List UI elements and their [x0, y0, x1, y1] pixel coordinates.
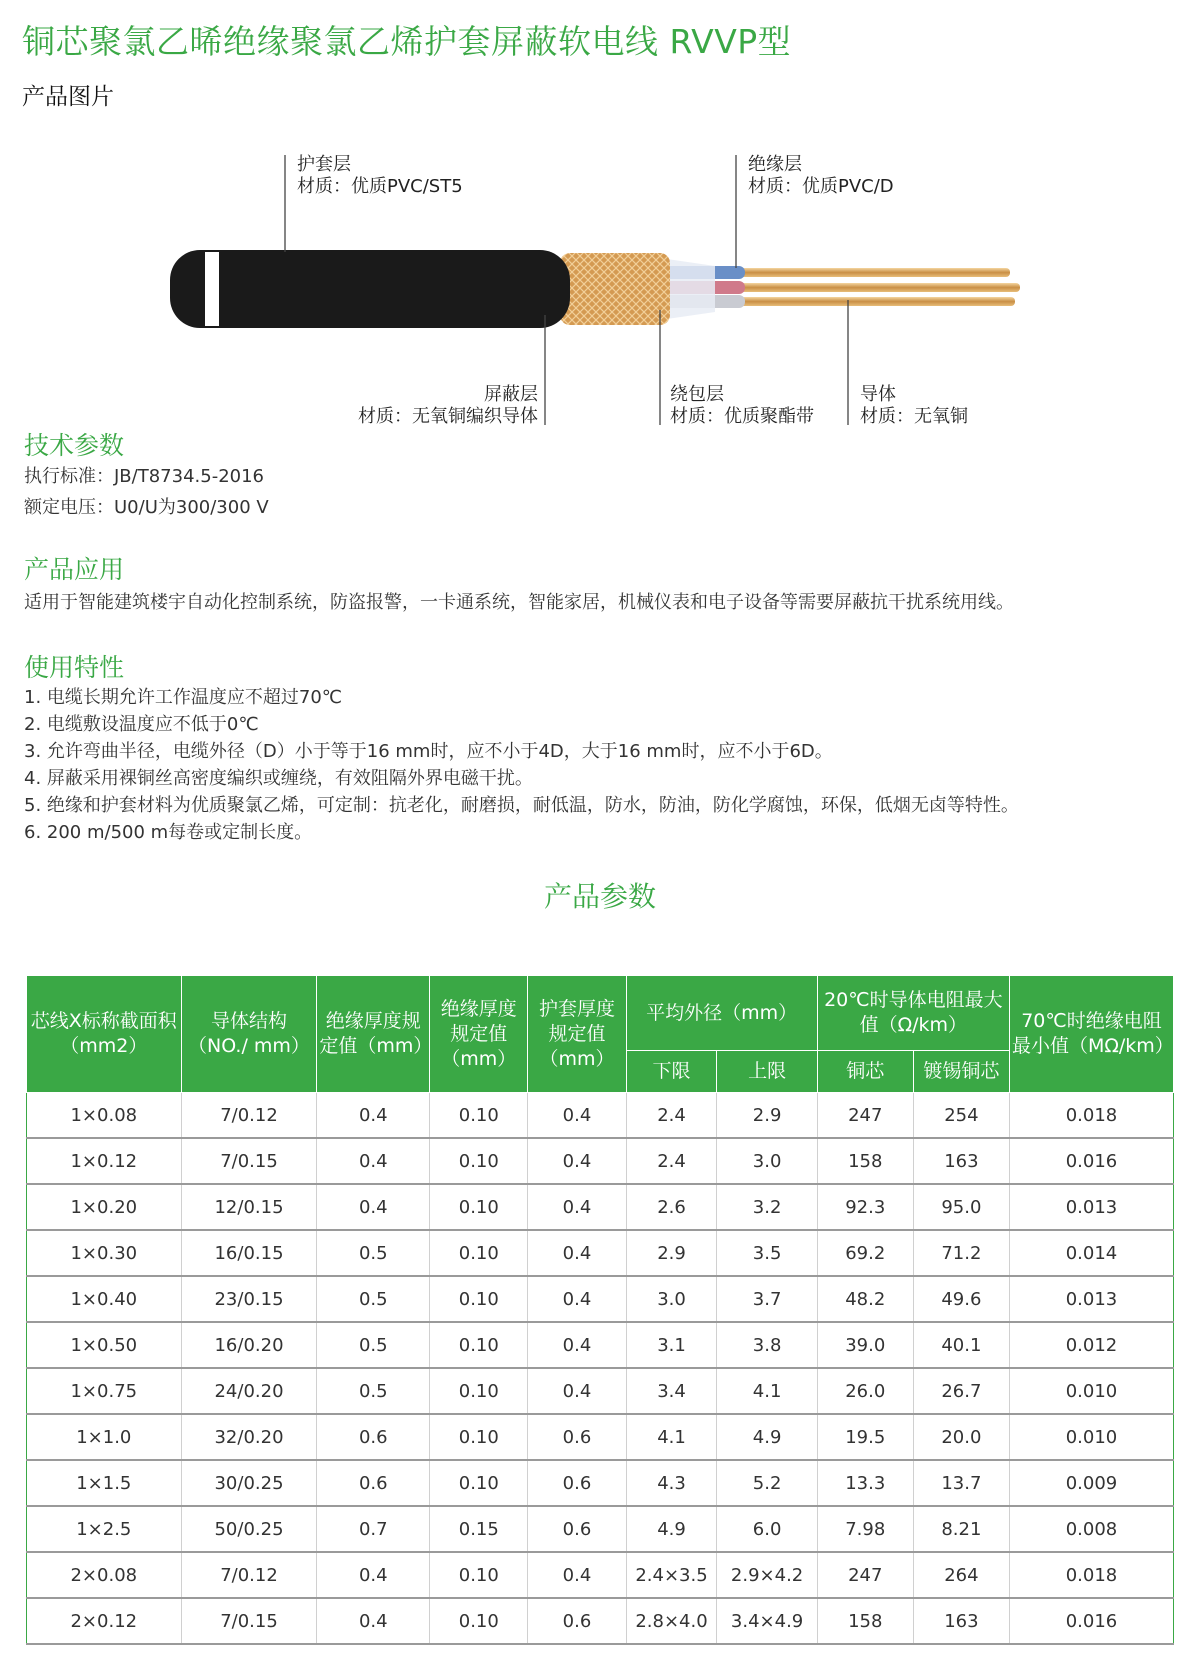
table-cell: 92.3: [817, 1184, 913, 1230]
table-cell: 3.2: [717, 1184, 817, 1230]
table-cell: 0.10: [430, 1552, 528, 1598]
table-cell: 0.6: [528, 1598, 626, 1644]
table-cell: 0.013: [1009, 1184, 1173, 1230]
table-cell: 50/0.25: [181, 1506, 317, 1552]
table-cell: 26.7: [913, 1368, 1009, 1414]
table-cell: 0.4: [528, 1093, 626, 1139]
params-heading: 产品参数: [543, 880, 656, 913]
table-row: [27, 1093, 1174, 1139]
table-cell: 0.016: [1009, 1138, 1173, 1184]
table-cell: 2.9×4.2: [717, 1552, 817, 1598]
table-cell: 2.4: [626, 1093, 717, 1139]
table-cell: 0.5: [317, 1230, 430, 1276]
table-row: [27, 1598, 1174, 1644]
table-row: [27, 1414, 1174, 1460]
table-cell: 163: [913, 1138, 1009, 1184]
table-row: [27, 1552, 1174, 1598]
table-cell: 2.8×4.0: [626, 1598, 717, 1644]
feature-item: 2. 电缆敷设温度应不低于0℃: [24, 714, 259, 735]
table-cell: 0.10: [430, 1598, 528, 1644]
table-cell: 1×0.30: [27, 1230, 182, 1276]
table-cell: 247: [817, 1552, 913, 1598]
table-cell: 3.4: [626, 1368, 717, 1414]
col-header-lower: 下限: [626, 1051, 717, 1093]
table-cell: 3.1: [626, 1322, 717, 1368]
col-header-conductor-structure: 导体结构（NO./ mm）: [181, 976, 317, 1093]
table-cell: 0.4: [317, 1184, 430, 1230]
table-cell: 2.4: [626, 1138, 717, 1184]
table-cell: 32/0.20: [181, 1414, 317, 1460]
table-cell: 39.0: [817, 1322, 913, 1368]
table-cell: 0.10: [430, 1414, 528, 1460]
product-params-table: [26, 975, 1174, 1645]
table-cell: 0.013: [1009, 1276, 1173, 1322]
feature-item: 5. 绝缘和护套材料为优质聚氯乙烯，可定制：抗老化，耐磨损，耐低温，防水，防油，防化学腐蚀，环保，低烟无卤等特性。: [24, 795, 1019, 816]
table-cell: 7.98: [817, 1506, 913, 1552]
table-cell: 6.0: [717, 1506, 817, 1552]
table-cell: 163: [913, 1598, 1009, 1644]
col-header-outer-diameter: 平均外径（mm）: [626, 976, 817, 1051]
table-cell: 13.3: [817, 1460, 913, 1506]
table-cell: 13.7: [913, 1460, 1009, 1506]
table-cell: 2.6: [626, 1184, 717, 1230]
table-cell: 4.3: [626, 1460, 717, 1506]
table-cell: 4.1: [717, 1368, 817, 1414]
table-cell: 40.1: [913, 1322, 1009, 1368]
table-cell: 0.6: [528, 1414, 626, 1460]
table-cell: 0.6: [528, 1460, 626, 1506]
conductor-wire: [720, 297, 1015, 306]
table-cell: 0.4: [528, 1552, 626, 1598]
table-cell: 2.4×3.5: [626, 1552, 717, 1598]
table-cell: 2×0.12: [27, 1598, 182, 1644]
braid-shield: [560, 253, 670, 325]
table-cell: 3.7: [717, 1276, 817, 1322]
table-cell: 1×0.08: [27, 1093, 182, 1139]
col-header-cross-section: 芯线X标称截面积（mm2）: [27, 976, 182, 1093]
tech-voltage: 额定电压：U0/U为300/300 V: [24, 497, 269, 518]
table-row: [27, 1230, 1174, 1276]
table-row: [27, 1368, 1174, 1414]
col-header-insulation-resistance: 70℃时绝缘电阻最小值（MΩ/km）: [1009, 976, 1173, 1093]
table-cell: 7/0.12: [181, 1552, 317, 1598]
table-cell: 3.5: [717, 1230, 817, 1276]
table-cell: 158: [817, 1138, 913, 1184]
table-cell: 0.010: [1009, 1368, 1173, 1414]
table-cell: 7/0.15: [181, 1138, 317, 1184]
table-cell: 7/0.12: [181, 1093, 317, 1139]
table-cell: 0.4: [528, 1276, 626, 1322]
table-cell: 3.0: [717, 1138, 817, 1184]
table-cell: 0.10: [430, 1184, 528, 1230]
table-cell: 0.010: [1009, 1414, 1173, 1460]
label-shield: 屏蔽层 材质：无氧铜编织导体: [358, 384, 538, 427]
table-cell: 0.5: [317, 1276, 430, 1322]
table-cell: 2.9: [717, 1093, 817, 1139]
table-cell: 0.6: [528, 1506, 626, 1552]
col-header-sheath-thickness: 护套厚度规定值（mm）: [528, 976, 626, 1093]
table-cell: 0.10: [430, 1276, 528, 1322]
table-cell: 0.018: [1009, 1552, 1173, 1598]
table-cell: 71.2: [913, 1230, 1009, 1276]
jacket-marking: [205, 252, 219, 326]
table-cell: 0.4: [528, 1368, 626, 1414]
col-header-conductor-resistance: 20℃时导体电阻最大值（Ω/km）: [817, 976, 1009, 1051]
application-heading: 产品应用: [24, 555, 125, 584]
table-cell: 0.4: [528, 1184, 626, 1230]
table-cell: 12/0.15: [181, 1184, 317, 1230]
table-cell: 264: [913, 1552, 1009, 1598]
table-cell: 0.4: [317, 1552, 430, 1598]
table-cell: 30/0.25: [181, 1460, 317, 1506]
table-cell: 26.0: [817, 1368, 913, 1414]
table-cell: 0.5: [317, 1322, 430, 1368]
table-cell: 2×0.08: [27, 1552, 182, 1598]
table-cell: 0.15: [430, 1506, 528, 1552]
label-conductor: 导体 材质：无氧铜: [860, 384, 968, 427]
table-cell: 0.018: [1009, 1093, 1173, 1139]
application-text: 适用于智能建筑楼宇自动化控制系统，防盗报警，一卡通系统，智能家居，机械仪表和电子设备等需要屏蔽抗干扰系统用线。: [24, 592, 1014, 613]
table-row: [27, 1460, 1174, 1506]
table-cell: 1×0.75: [27, 1368, 182, 1414]
table-cell: 48.2: [817, 1276, 913, 1322]
table-cell: 0.10: [430, 1230, 528, 1276]
table-cell: 0.4: [528, 1230, 626, 1276]
table-row: [27, 1184, 1174, 1230]
table-cell: 247: [817, 1093, 913, 1139]
table-cell: 0.014: [1009, 1230, 1173, 1276]
tech-standard: 执行标准：JB/T8734.5-2016: [24, 466, 265, 487]
col-header-copper: 铜芯: [817, 1051, 913, 1093]
features-heading: 使用特性: [24, 653, 125, 682]
table-cell: 7/0.15: [181, 1598, 317, 1644]
col-header-insulation-thickness-2: 绝缘厚度规定值（mm）: [430, 976, 528, 1093]
table-cell: 0.4: [317, 1093, 430, 1139]
table-cell: 254: [913, 1093, 1009, 1139]
table-cell: 4.1: [626, 1414, 717, 1460]
table-cell: 0.10: [430, 1368, 528, 1414]
table-cell: 0.016: [1009, 1598, 1173, 1644]
cable-illustration: [0, 140, 1200, 460]
table-cell: 4.9: [626, 1506, 717, 1552]
table-cell: 3.4×4.9: [717, 1598, 817, 1644]
table-cell: 49.6: [913, 1276, 1009, 1322]
table-cell: 95.0: [913, 1184, 1009, 1230]
table-cell: 8.21: [913, 1506, 1009, 1552]
table-cell: 0.012: [1009, 1322, 1173, 1368]
table-cell: 3.0: [626, 1276, 717, 1322]
feature-item: 3. 允许弯曲半径，电缆外径（D）小于等于16 mm时，应不小于4D，大于16 mm时，应不小于6D。: [24, 741, 833, 762]
table-cell: 5.2: [717, 1460, 817, 1506]
table-cell: 1×1.5: [27, 1460, 182, 1506]
table-cell: 0.10: [430, 1460, 528, 1506]
table-cell: 1×0.40: [27, 1276, 182, 1322]
product-image-heading: 产品图片: [22, 84, 114, 110]
table-cell: 1×0.12: [27, 1138, 182, 1184]
table-row: [27, 1506, 1174, 1552]
col-header-upper: 上限: [717, 1051, 817, 1093]
table-cell: 1×2.5: [27, 1506, 182, 1552]
tech-heading: 技术参数: [24, 431, 125, 460]
label-sheath: 护套层 材质：优质PVC/ST5: [297, 154, 463, 197]
table-cell: 0.5: [317, 1368, 430, 1414]
label-insulation: 绝缘层 材质：优质PVC/D: [748, 154, 894, 197]
page-title: 铜芯聚氯乙晞绝缘聚氯乙烯护套屏蔽软电线 RVVP型: [22, 22, 792, 61]
conductor-wire: [720, 283, 1020, 292]
table-cell: 1×0.50: [27, 1322, 182, 1368]
table-cell: 0.4: [528, 1322, 626, 1368]
cable-jacket: [170, 250, 570, 328]
table-cell: 0.10: [430, 1138, 528, 1184]
table-cell: 2.9: [626, 1230, 717, 1276]
table-cell: 3.8: [717, 1322, 817, 1368]
table-cell: 20.0: [913, 1414, 1009, 1460]
table-cell: 0.4: [317, 1138, 430, 1184]
table-cell: 0.009: [1009, 1460, 1173, 1506]
table-cell: 0.4: [317, 1598, 430, 1644]
cable-diagram: [0, 140, 1200, 460]
table-row: [27, 1276, 1174, 1322]
table-cell: 16/0.20: [181, 1322, 317, 1368]
col-header-insulation-thickness: 绝缘厚度规定值（mm）: [317, 976, 430, 1093]
table-cell: 19.5: [817, 1414, 913, 1460]
table-cell: 0.10: [430, 1322, 528, 1368]
table-cell: 23/0.15: [181, 1276, 317, 1322]
table-cell: 0.6: [317, 1460, 430, 1506]
feature-item: 1. 电缆长期允许工作温度应不超过70℃: [24, 687, 343, 708]
table-cell: 24/0.20: [181, 1368, 317, 1414]
table-cell: 16/0.15: [181, 1230, 317, 1276]
table-cell: 0.6: [317, 1414, 430, 1460]
feature-item: 6. 200 m/500 m每卷或定制长度。: [24, 822, 313, 843]
table-cell: 69.2: [817, 1230, 913, 1276]
table-cell: 0.10: [430, 1093, 528, 1139]
table-cell: 4.9: [717, 1414, 817, 1460]
label-wrap: 绕包层 材质：优质聚酯带: [670, 384, 814, 427]
table-row: [27, 1138, 1174, 1184]
table-cell: 0.4: [528, 1138, 626, 1184]
table-cell: 1×1.0: [27, 1414, 182, 1460]
table-cell: 158: [817, 1598, 913, 1644]
table-cell: 0.008: [1009, 1506, 1173, 1552]
feature-item: 4. 屏蔽采用裸铜丝高密度编织或缠绕，有效阻隔外界电磁干扰。: [24, 768, 533, 789]
table-row: [27, 1322, 1174, 1368]
table-cell: 1×0.20: [27, 1184, 182, 1230]
table-cell: 0.7: [317, 1506, 430, 1552]
col-header-tinned-copper: 镀锡铜芯: [913, 1051, 1009, 1093]
conductor-wire: [720, 268, 1010, 277]
